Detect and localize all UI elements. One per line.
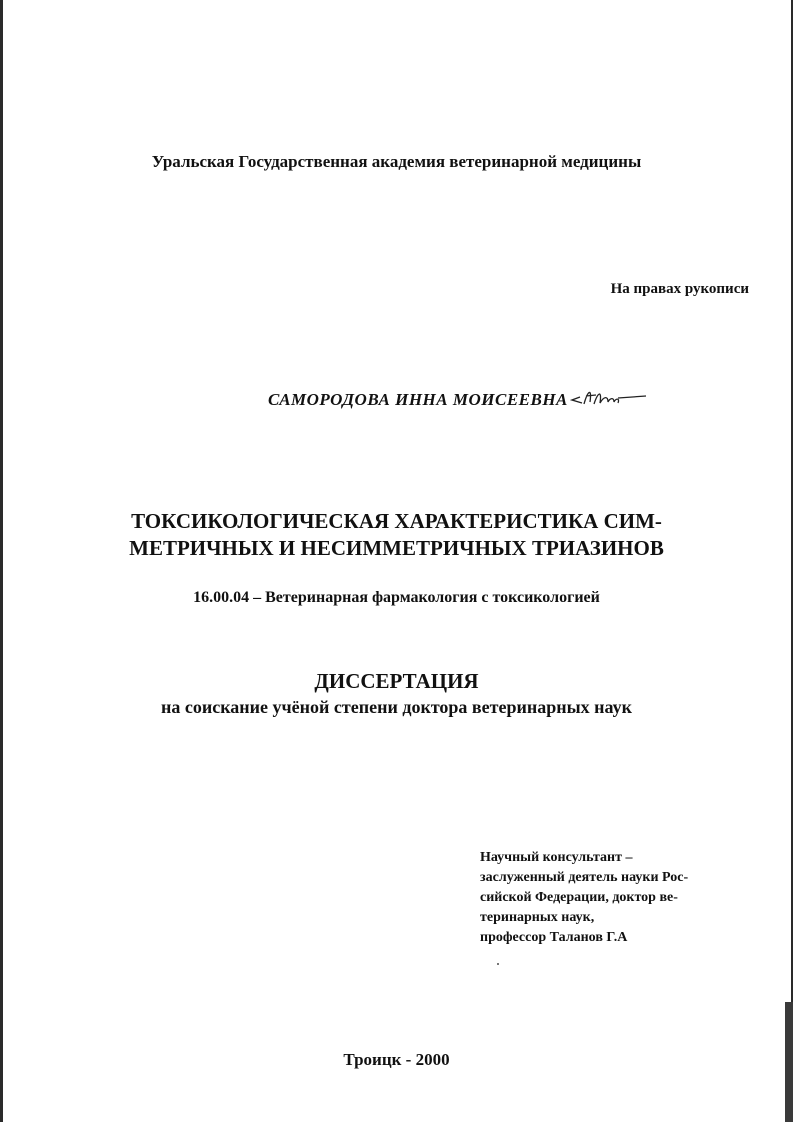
handwritten-signature [570, 384, 648, 410]
author-name: САМОРОДОВА ИННА МОИСЕЕВНА [268, 390, 568, 409]
consultant-line-5: профессор Таланов Г.А [480, 930, 628, 945]
institution-name: Уральская Государственная академия ветеринарной медицины [151, 152, 642, 171]
scan-speck [497, 963, 499, 965]
consultant-line-2: заслуженный деятель науки Рос- [480, 870, 689, 885]
title-line-2: МЕТРИЧНЫХ И НЕСИММЕТРИЧНЫХ ТРИАЗИНОВ [129, 536, 664, 560]
specialty-code: 16.00.04 – Ветеринарная фармакология с токсикологией [193, 589, 600, 606]
dissertation-title [0, 508, 793, 562]
city-year: Троицк - 2000 [343, 1050, 450, 1069]
consultant-line-4: теринарных наук, [480, 910, 595, 925]
title-line-1: ТОКСИКОЛОГИЧЕСКАЯ ХАРАКТЕРИСТИКА СИМ- [131, 509, 662, 533]
degree-line: на соискание учёной степени доктора ветеринарных наук [160, 697, 632, 717]
document-type: ДИССЕРТАЦИЯ [314, 669, 479, 693]
manuscript-note: На правах рукописи [610, 281, 749, 297]
consultant-line-3: сийской Федерации, доктор ве- [480, 890, 678, 905]
author-row [268, 382, 648, 410]
scientific-consultant [480, 848, 750, 948]
consultant-line-1: Научный консультант – [480, 850, 633, 865]
